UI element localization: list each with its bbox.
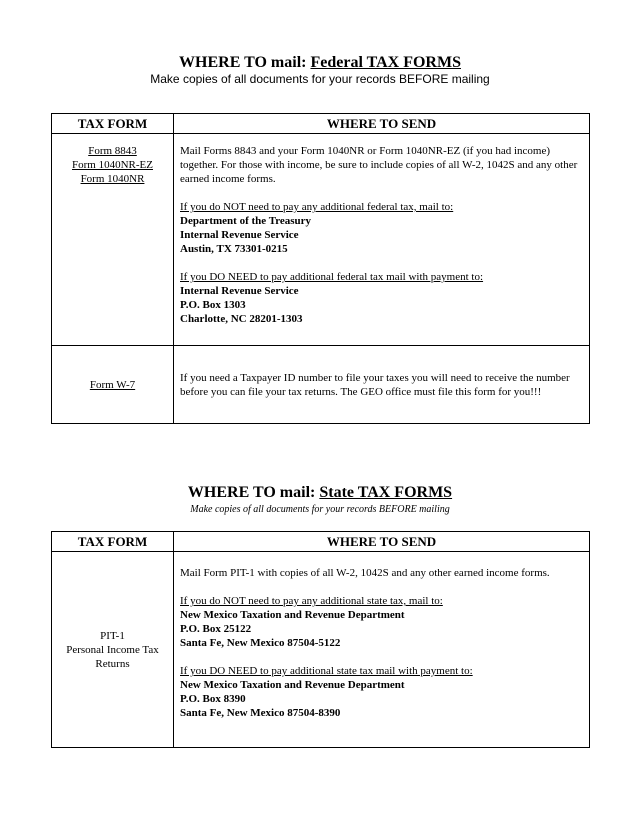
state-instructions xyxy=(174,552,590,748)
state-header-where-to-send: WHERE TO SEND xyxy=(174,532,590,552)
state-pay-address-line: P.O. Box 8390 xyxy=(180,693,246,705)
federal-pay-address-line: Internal Revenue Service xyxy=(180,285,299,297)
state-no-pay-address-line: P.O. Box 25122 xyxy=(180,623,252,635)
federal-no-pay-label: If you do NOT need to pay any additional federal tax, mail to: xyxy=(180,201,454,213)
federal-header-row xyxy=(52,114,590,134)
federal-header-tax-form: TAX FORM xyxy=(52,114,174,134)
federal-title-prefix: WHERE TO mail: xyxy=(179,54,311,71)
federal-pay-address-line: P.O. Box 1303 xyxy=(180,299,246,311)
federal-no-pay-address-line: Department of the Treasury xyxy=(180,215,312,227)
table-row xyxy=(52,346,590,424)
state-header-row xyxy=(52,532,590,552)
state-title-prefix: WHERE TO mail: xyxy=(187,484,320,501)
state-no-pay-address-line: Santa Fe, New Mexico 87504-5122 xyxy=(180,637,341,649)
federal-table xyxy=(51,113,590,424)
table-row xyxy=(52,134,590,346)
federal-header-where-to-send: WHERE TO SEND xyxy=(174,114,590,134)
federal-no-pay-address-line: Internal Revenue Service xyxy=(180,229,299,241)
federal-no-pay-address-line: Austin, TX 73301-0215 xyxy=(180,243,288,255)
state-no-pay-label: If you do NOT need to pay any additional state tax, mail to: xyxy=(180,595,443,607)
pit1-form-desc: Personal Income Tax Returns xyxy=(66,643,159,670)
state-subtitle: Make copies of all documents for your records BEFORE mailing xyxy=(190,504,450,515)
federal-intro-text: Mail Forms 8843 and your Form 1040NR or Form 1040NR-EZ (if you had income) together. For those with income, be sure to include copies of all W-2, 1042S and any other earned income forms. xyxy=(180,145,578,185)
form-1040nr-ez-link[interactable]: Form 1040NR-EZ xyxy=(72,159,153,171)
state-header-tax-form: TAX FORM xyxy=(52,532,174,552)
pit1-cell xyxy=(52,552,174,748)
state-intro-text: Mail Form PIT-1 with copies of all W-2, 1042S and any other earned income forms. xyxy=(180,567,550,579)
state-title xyxy=(0,484,640,502)
state-no-pay-address-line: New Mexico Taxation and Revenue Department xyxy=(180,609,405,621)
federal-title xyxy=(0,54,640,72)
federal-pay-address-line: Charlotte, NC 28201-1303 xyxy=(180,313,303,325)
federal-form-list xyxy=(52,134,174,346)
form-w7-cell xyxy=(52,346,174,424)
form-w7-instructions: If you need a Taxpayer ID number to file your taxes you will need to receive the number before you can file your tax returns. The GEO office must file this form for you!!! xyxy=(174,346,590,424)
federal-pay-label: If you DO NEED to pay additional federal tax mail with payment to: xyxy=(180,271,484,283)
federal-title-link: Federal TAX FORMS xyxy=(310,54,461,71)
state-pay-address-line: New Mexico Taxation and Revenue Department xyxy=(180,679,405,691)
form-1040nr-link[interactable]: Form 1040NR xyxy=(80,173,145,185)
pit1-form-name: PIT-1 xyxy=(100,629,125,642)
form-w7-link[interactable]: Form W-7 xyxy=(89,378,136,391)
federal-subtitle: Make copies of all documents for your records BEFORE mailing xyxy=(150,72,490,86)
federal-instructions xyxy=(174,134,590,346)
state-pay-address-line: Santa Fe, New Mexico 87504-8390 xyxy=(180,707,341,719)
form-8843-link[interactable]: Form 8843 xyxy=(88,145,137,157)
state-table xyxy=(51,531,590,748)
state-pay-label: If you DO NEED to pay additional state tax mail with payment to: xyxy=(180,665,473,677)
table-row xyxy=(52,552,590,748)
state-title-link: State TAX FORMS xyxy=(319,484,453,501)
